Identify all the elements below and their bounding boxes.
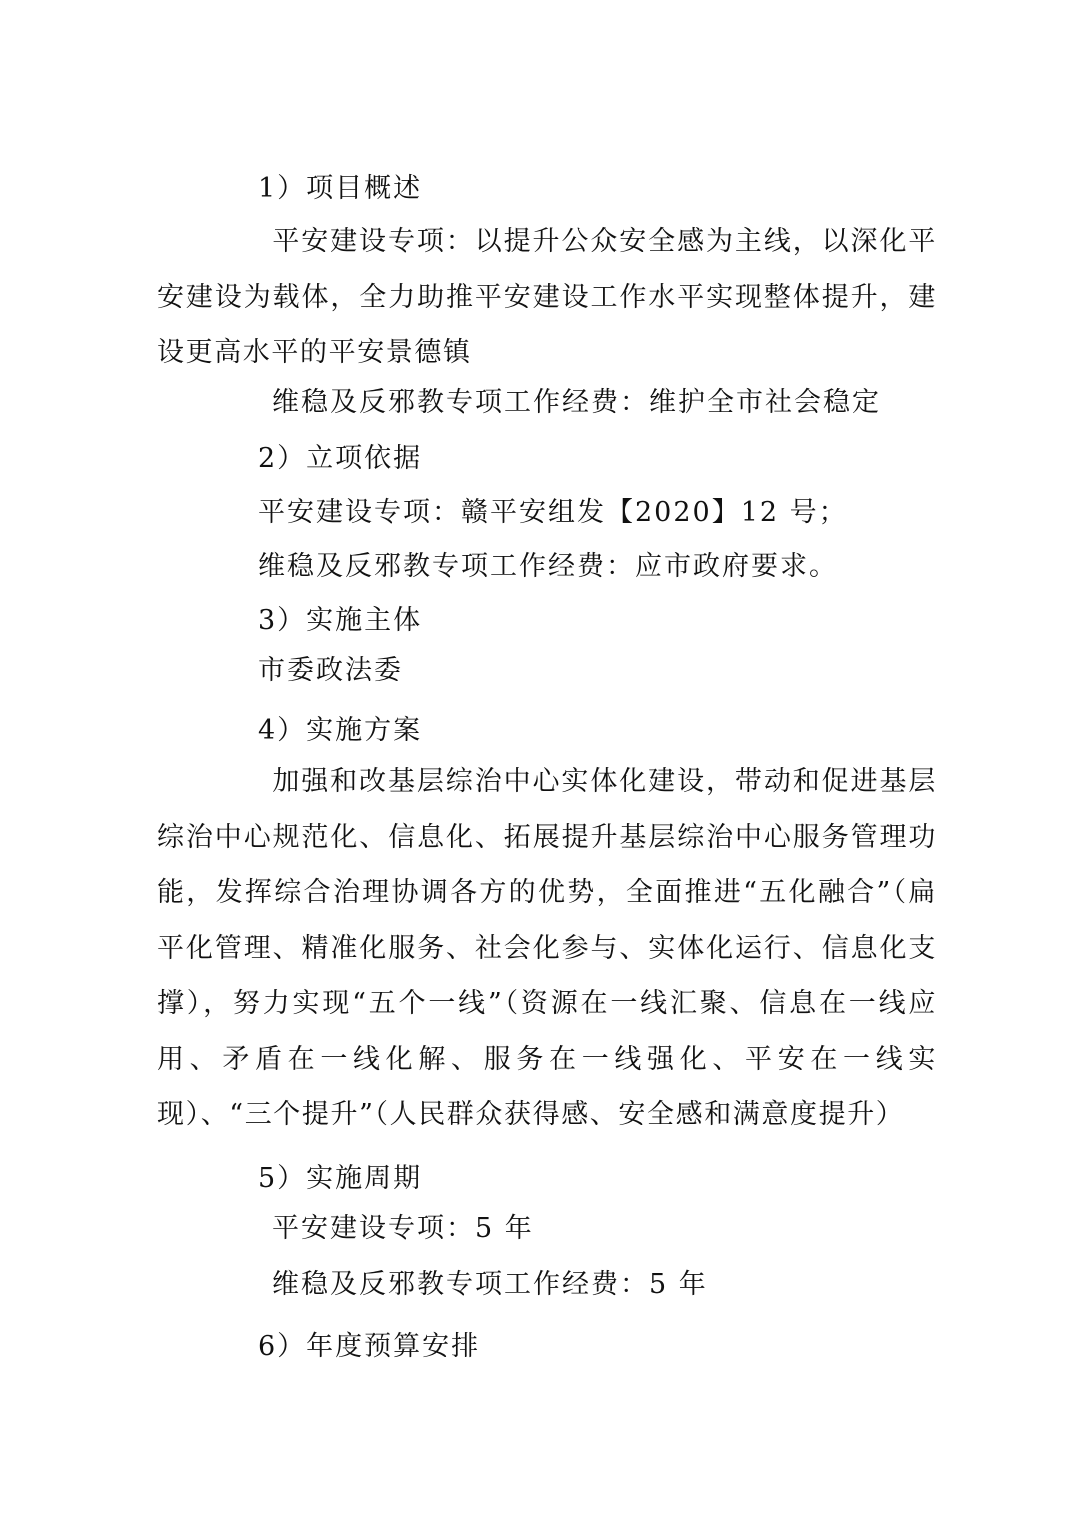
section-1-paragraph-2: 维稳及反邪教专项工作经费：维护全市社会稳定 bbox=[272, 387, 881, 418]
section-2-paragraph-2: 维稳及反邪教专项工作经费：应市政府要求。 bbox=[258, 551, 838, 582]
section-6-heading: 6）年度预算安排 bbox=[258, 1331, 481, 1362]
section-5-heading: 5）实施周期 bbox=[258, 1163, 423, 1194]
section-2-paragraph-1: 平安建设专项：赣平安组发【2020】12 号； bbox=[258, 497, 848, 528]
section-5-paragraph-1: 平安建设专项：5 年 bbox=[272, 1213, 534, 1244]
section-4-paragraph-1-text: 加强和改基层综治中心实体化建设，带动和促进基层综治中心规范化、信息化、拓展提升基层综治中心服务管理功能，发挥综合治理协调各方的优势，全面推进“五化融合”（扁平化管理、精准化服务、社会化参与、实体化运行、信息化支撑），努力实现“五个一线”（资源在一线汇聚、信息在一线应用、矛盾在一线化解、服务在一线强化、平安在一线实现）、“三个提升”（人民群众获得感、安全感和满意度提升） bbox=[157, 766, 937, 1130]
section-3-heading: 3）实施主体 bbox=[258, 605, 423, 636]
section-3-paragraph-1: 市委政法委 bbox=[258, 655, 403, 686]
section-4-paragraph-1 bbox=[157, 754, 937, 1143]
section-5-paragraph-2: 维稳及反邪教专项工作经费：5 年 bbox=[272, 1269, 708, 1300]
section-1-paragraph-1-text: 平安建设专项：以提升公众安全感为主线，以深化平安建设为载体，全力助推平安建设工作水平实现整体提升，建设更高水平的平安景德镇 bbox=[157, 226, 937, 368]
section-1-paragraph-1 bbox=[157, 214, 937, 381]
section-2-heading: 2）立项依据 bbox=[258, 443, 423, 474]
section-1-heading: 1）项目概述 bbox=[258, 173, 423, 204]
section-4-heading: 4）实施方案 bbox=[258, 715, 423, 746]
